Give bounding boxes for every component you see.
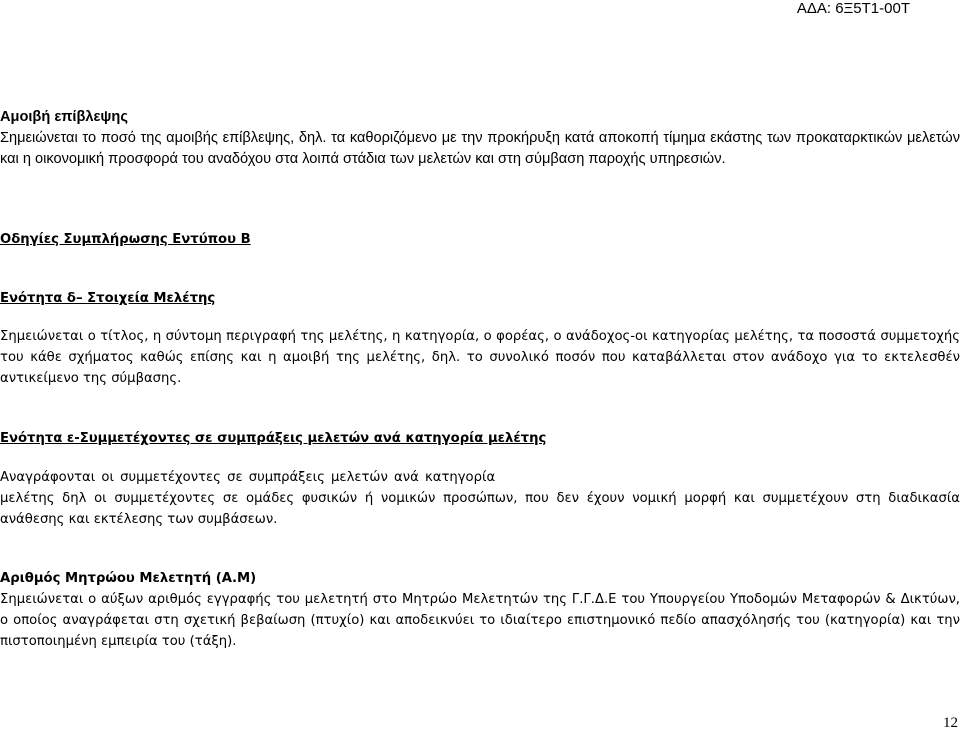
section-enotita-e [0, 428, 960, 449]
section-amoivi [0, 107, 960, 170]
section-odigies [0, 229, 960, 250]
section-amoivi-text: Σημειώνεται το ποσό της αμοιβής επίβλεψης, δηλ. τα καθοριζόμενο με την προκήρυξη κατά αποκοπή τίμημα εκάστης των προκαταρκτικών μελετών και η οικονομική προσφορά του αναδόχου στα λοιπά στάδια των μελετών και στη σύμβαση παροχής υπηρεσιών. [0, 130, 960, 167]
section-enotita-e-title: Ενότητα ε-Συμμετέχοντες σε συμπράξεις μελετών ανά κατηγορία μελέτης [0, 431, 547, 446]
section-enotita-e-text: μελέτης δηλ οι συμμετέχοντες σε ομάδες φυσικών ή νομικών προσώπων, που δεν έχουν νομική μορφή και συμμετέχουν στη διαδικασία ανάθεσης και εκτέλεσης των συμβάσεων. [0, 491, 960, 527]
section-amoivi-title: Αμοιβή επίβλεψης [0, 109, 128, 125]
section-odigies-title: Οδηγίες Συμπλήρωσης Εντύπου Β [0, 232, 251, 247]
section-enotita-e-line1: Αναγράφονται οι συμμετέχοντες σε συμπράξεις μελετών ανά κατηγορία [0, 470, 496, 485]
section-enotita-d-title: Ενότητα δ– Στοιχεία Μελέτης [0, 291, 216, 306]
section-enotita-d-text: Σημειώνεται ο τίτλος, η σύντομη περιγραφή της μελέτης, η κατηγορία, ο φορέας, ο ανάδοχος-οι κατηγορίας μελέτης, τα ποσοστά συμμετοχής του κάθε σχήματος καθώς επίσης και η αμοιβή της μελέτης, δηλ. το συνολικό ποσόν που καταβάλλεται στον ανάδοχο για το εκτελεσθέν αντικείμενο της σύμβασης. [0, 329, 960, 386]
section-arithmos [0, 568, 960, 652]
section-arithmos-title: Αριθμός Μητρώου Μελετητή (Α.Μ) [0, 571, 257, 586]
section-arithmos-text: Σημειώνεται ο αύξων αριθμός εγγραφής του μελετητή στο Μητρώο Μελετητών της Γ.Γ.Δ.Ε του Υπουργείου Υποδομών Μεταφορών & Δικτύων, ο οποίος αναγράφεται στη σχετική βεβαίωση (πτυχίο) και αποδεικνύει το ιδιαίτερο επιστημονικό πεδίο απασχόλησής του (κατηγορία) και την πιστοποιημένη εμπειρία του (τάξη). [0, 592, 960, 649]
page-number: 12 [943, 715, 958, 731]
ada-identifier: ΑΔΑ: 6Ξ5Τ1-00Τ [796, 0, 910, 17]
section-enotita-d-body [0, 326, 960, 389]
section-enotita-e-body [0, 467, 960, 530]
section-enotita-d [0, 288, 960, 309]
